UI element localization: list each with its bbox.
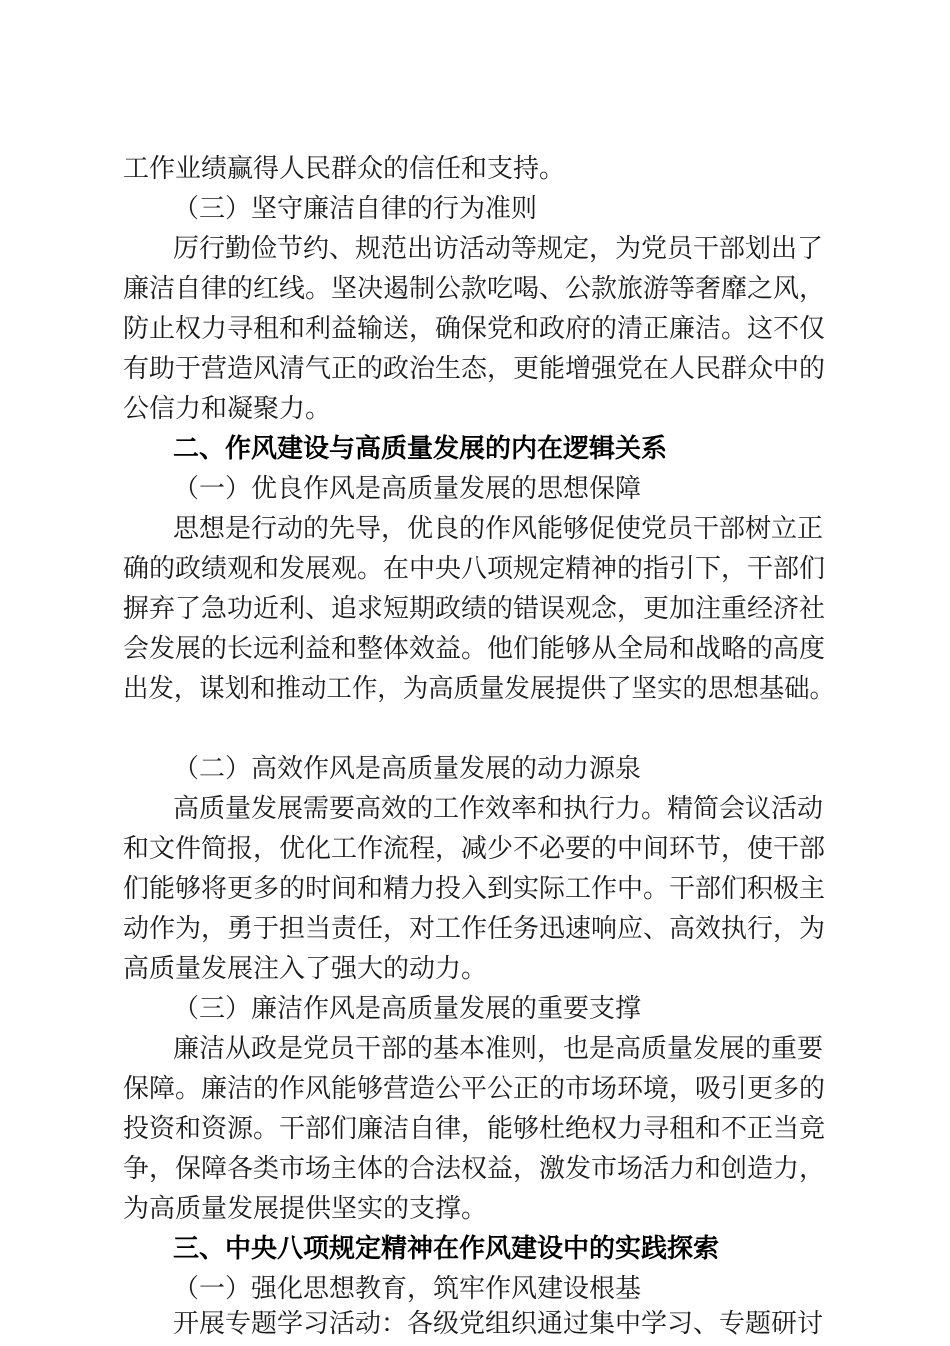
subsection-heading: （三）廉洁作风是高质量发展的重要支撑 — [173, 994, 642, 1024]
text-line: 工作业绩赢得人民群众的信任和支持。 — [123, 154, 566, 184]
paragraph-line: 为高质量发展提供坚实的支撑。 — [123, 1194, 488, 1224]
paragraph-line: 出发，谋划和推动工作，为高质量发展提供了坚实的思想基础。 — [123, 674, 835, 704]
paragraph-line: 确的政绩观和发展观。在中央八项规定精神的指引下，干部们 — [123, 554, 826, 584]
paragraph-line: 开展专题学习活动：各级党组织通过集中学习、专题研讨 — [173, 1309, 824, 1339]
subsection-heading: （三）坚守廉洁自律的行为准则 — [173, 194, 538, 224]
paragraph-line: 们能够将更多的时间和精力投入到实际工作中。干部们积极主 — [123, 874, 826, 904]
paragraph-line: 争，保障各类市场主体的合法权益，激发市场活力和创造力， — [123, 1154, 826, 1184]
paragraph-line: 摒弃了急功近利、追求短期政绩的错误观念，更加注重经济社 — [123, 594, 826, 624]
paragraph-line: 公信力和凝聚力。 — [123, 394, 332, 424]
paragraph-line: 动作为，勇于担当责任，对工作任务迅速响应、高效执行，为 — [123, 914, 826, 944]
paragraph-line: 会发展的长远利益和整体效益。他们能够从全局和战略的高度 — [123, 634, 826, 664]
paragraph-line: 有助于营造风清气正的政治生态，更能增强党在人民群众中的 — [123, 354, 826, 384]
section-heading: 三、中央八项规定精神在作风建设中的实践探索 — [173, 1234, 720, 1264]
paragraph-line: 和文件简报，优化工作流程，减少不必要的中间环节，使干部 — [123, 834, 826, 864]
subsection-heading: （二）高效作风是高质量发展的动力源泉 — [173, 754, 642, 784]
paragraph-line: 廉洁自律的红线。坚决遏制公款吃喝、公款旅游等奢靡之风， — [123, 274, 826, 304]
paragraph-line: 防止权力寻租和利益输送，确保党和政府的清正廉洁。这不仅 — [123, 314, 826, 344]
paragraph-line: 思想是行动的先导，优良的作风能够促使党员干部树立正 — [173, 514, 824, 544]
paragraph-line: 高质量发展注入了强大的动力。 — [123, 954, 488, 984]
paragraph-line: 投资和资源。干部们廉洁自律，能够杜绝权力寻租和不正当竞 — [123, 1114, 826, 1144]
paragraph-line: 保障。廉洁的作风能够营造公平公正的市场环境，吸引更多的 — [123, 1074, 826, 1104]
subsection-heading: （一）优良作风是高质量发展的思想保障 — [173, 474, 642, 504]
subsection-heading: （一）强化思想教育，筑牢作风建设根基 — [173, 1274, 642, 1304]
paragraph-line: 厉行勤俭节约、规范出访活动等规定，为党员干部划出了 — [173, 234, 824, 264]
paragraph-line: 廉洁从政是党员干部的基本准则，也是高质量发展的重要 — [173, 1034, 824, 1064]
paragraph-line: 高质量发展需要高效的工作效率和执行力。精简会议活动 — [173, 794, 824, 824]
section-heading: 二、作风建设与高质量发展的内在逻辑关系 — [173, 434, 668, 464]
